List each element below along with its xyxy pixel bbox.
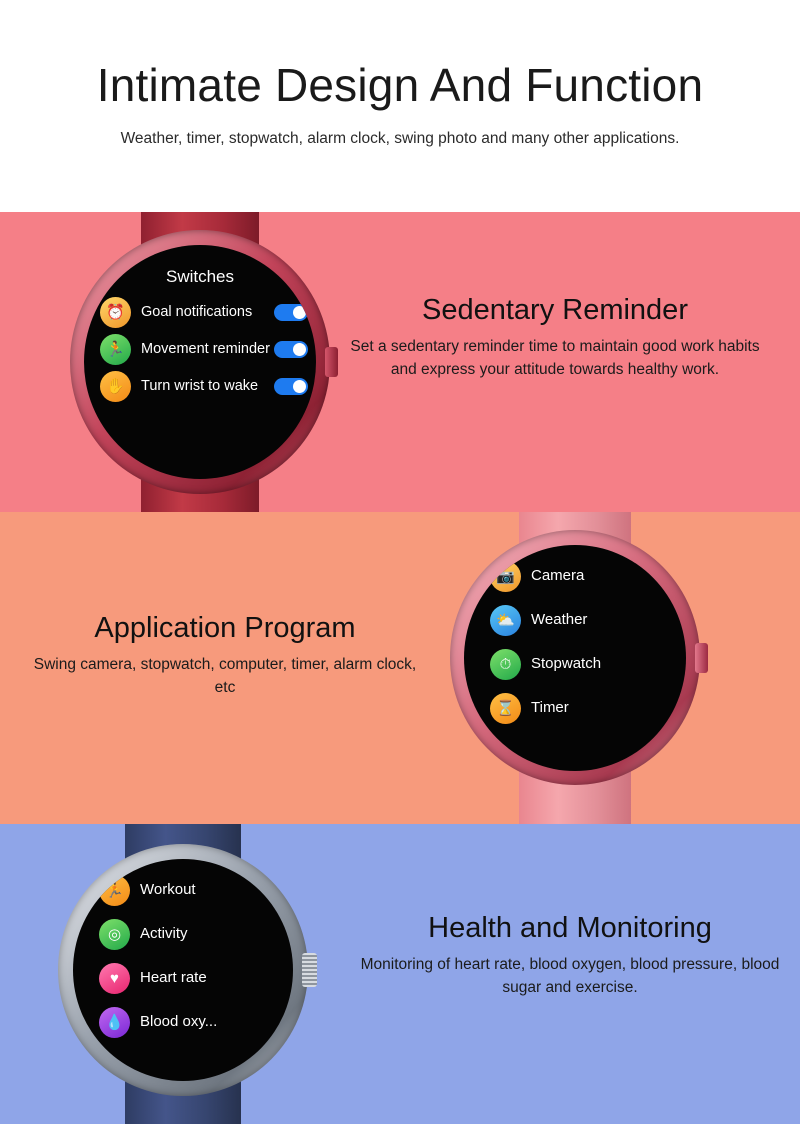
list-item[interactable] [84,371,316,402]
list-item[interactable] [73,919,293,950]
watch-device-2 [450,530,700,785]
section-body: Monitoring of heart rate, blood oxygen, blood pressure, blood sugar and exercise. [360,956,780,997]
watch-crown-button[interactable] [302,953,317,987]
list-item-label: Weather [531,611,588,629]
stopwatch-icon: ⏱ [490,649,521,680]
section-body: Swing camera, stopwatch, computer, timer, alarm clock, etc [33,656,417,697]
list-item[interactable] [464,649,686,680]
watch-screen[interactable] [84,245,316,479]
toggle-goal-notifications[interactable] [274,304,308,321]
section-heading: Application Program [94,612,356,644]
section-heading: Health and Monitoring [428,912,712,944]
section-text-sedentary [350,294,760,382]
toggle-movement-reminder[interactable] [274,341,308,358]
list-item-label: Camera [531,567,585,585]
wrist-turn-icon: ✋ [100,371,131,402]
watch-screen[interactable] [464,545,686,771]
list-item[interactable] [73,963,293,994]
section-heading: Sedentary Reminder [422,294,688,326]
list-item[interactable] [73,1007,293,1038]
switch-list [84,287,316,402]
list-item-label: Timer [531,699,569,717]
list-item-label: Blood oxy... [140,1013,218,1031]
list-item-label: Turn wrist to wake [141,378,259,395]
heart-icon: ♥ [99,963,130,994]
toggle-turn-wrist-to-wake[interactable] [274,378,308,395]
page-subtitle: Weather, timer, stopwatch, alarm clock, swing photo and many other applications. [120,130,680,147]
list-item[interactable] [84,334,316,365]
list-item-label: Movement reminder [141,341,270,358]
section-body: Set a sedentary reminder time to maintain good work habits and express your attitude towards healthy work. [350,338,760,379]
list-item-label: Activity [140,925,188,943]
watch-crown-button[interactable] [325,347,338,377]
list-item-label: Workout [140,881,196,899]
camera-icon: 📷 [490,561,521,592]
section-sedentary-reminder [0,212,800,512]
watch-device-1 [70,230,330,494]
timer-icon: ⌛ [490,693,521,724]
section-text-application [30,612,420,700]
list-item[interactable] [464,605,686,636]
section-health-monitoring [0,824,800,1124]
alarm-clock-icon: ⏰ [100,297,131,328]
section-text-health [360,912,780,1000]
page-title: Intimate Design And Function [96,59,704,111]
weather-icon: ⛅ [490,605,521,636]
watch-device-3 [58,844,308,1096]
page-header [0,0,800,212]
workout-icon: 🏃 [99,875,130,906]
list-item[interactable] [84,297,316,328]
list-item-label: Heart rate [140,969,207,987]
watch-crown-button[interactable] [695,643,708,673]
section-application-program [0,512,800,824]
screen-title: Switches [165,267,235,286]
watch-screen[interactable] [73,859,293,1081]
list-item-label: Goal notifications [141,304,253,321]
running-person-icon: 🏃 [100,334,131,365]
activity-rings-icon: ◎ [99,919,130,950]
blood-drop-icon: 💧 [99,1007,130,1038]
list-item[interactable] [464,693,686,724]
list-item-label: Stopwatch [531,655,602,673]
